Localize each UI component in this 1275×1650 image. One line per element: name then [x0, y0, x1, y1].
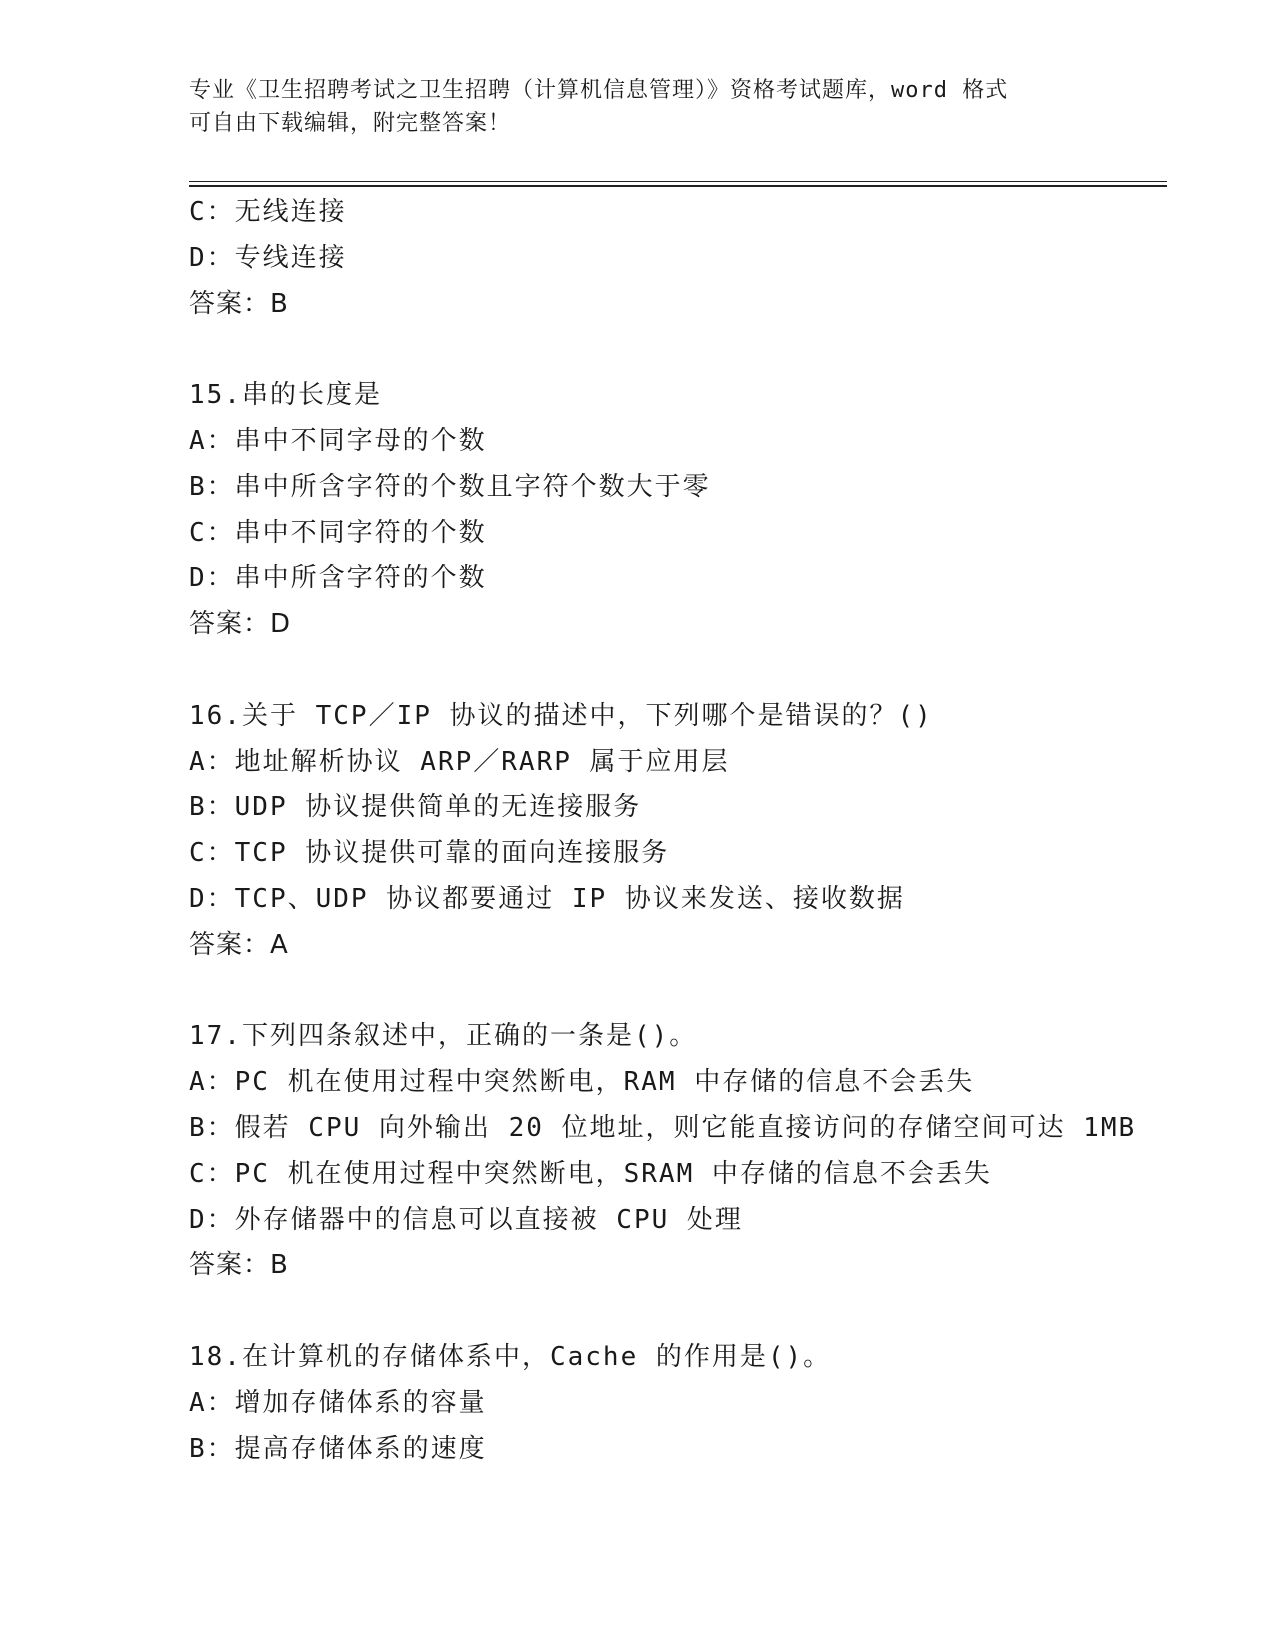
option-c: C：串中不同字符的个数: [189, 517, 487, 548]
question-block-15: [189, 373, 1189, 648]
option-c: C：TCP 协议提供可靠的面向连接服务: [189, 838, 670, 869]
option-a: A：增加存储体系的容量: [189, 1387, 487, 1418]
question-block-18: [189, 1335, 1189, 1472]
answer-line: 答案：B: [189, 288, 289, 319]
header-divider: [189, 181, 1167, 182]
question-stem: 18.在计算机的存储体系中，Cache 的作用是()。: [189, 1341, 832, 1372]
option-d: D：外存储器中的信息可以直接被 CPU 处理: [189, 1204, 743, 1235]
option-c: C：无线连接: [189, 197, 347, 227]
header-line-2: 可自由下载编辑，附完整答案！: [189, 111, 512, 136]
header-line-1: 专业《卫生招聘考试之卫生招聘（计算机信息管理）》资格考试题库，word 格式: [189, 78, 1009, 103]
option-b: B：串中所含字符的个数且字符个数大于零: [189, 471, 711, 502]
page-header: [189, 74, 1089, 140]
answer-line: 答案：A: [189, 929, 289, 960]
question-stem: 16.关于 TCP／IP 协议的描述中，下列哪个是错误的？(): [189, 700, 933, 731]
question-stem: 15.串的长度是: [189, 380, 382, 411]
question-block-17: [189, 1014, 1189, 1289]
option-b: B：假若 CPU 向外输出 20 位地址，则它能直接访问的存储空间可达 1MB: [189, 1112, 1137, 1143]
question-block-16: [189, 694, 1189, 969]
option-d: D：串中所含字符的个数: [189, 563, 487, 594]
header-divider-thick: [189, 185, 1167, 187]
answer-line: 答案：B: [189, 1250, 289, 1281]
option-d: D：TCP、UDP 协议都要通过 IP 协议来发送、接收数据: [189, 883, 905, 914]
option-c: C：PC 机在使用过程中突然断电，SRAM 中存储的信息不会丢失: [189, 1158, 992, 1189]
option-b: B：提高存储体系的速度: [189, 1433, 487, 1464]
option-a: A：串中不同字母的个数: [189, 425, 487, 456]
option-a: A：地址解析协议 ARP／RARP 属于应用层: [189, 746, 730, 777]
option-a: A：PC 机在使用过程中突然断电，RAM 中存储的信息不会丢失: [189, 1067, 975, 1098]
option-d: D：专线连接: [189, 242, 347, 273]
question-block-14: [189, 190, 1189, 327]
question-list: [189, 190, 1189, 1472]
question-stem: 17.下列四条叙述中，正确的一条是()。: [189, 1021, 698, 1052]
option-b: B：UDP 协议提供简单的无连接服务: [189, 792, 642, 823]
answer-line: 答案：D: [189, 609, 292, 640]
